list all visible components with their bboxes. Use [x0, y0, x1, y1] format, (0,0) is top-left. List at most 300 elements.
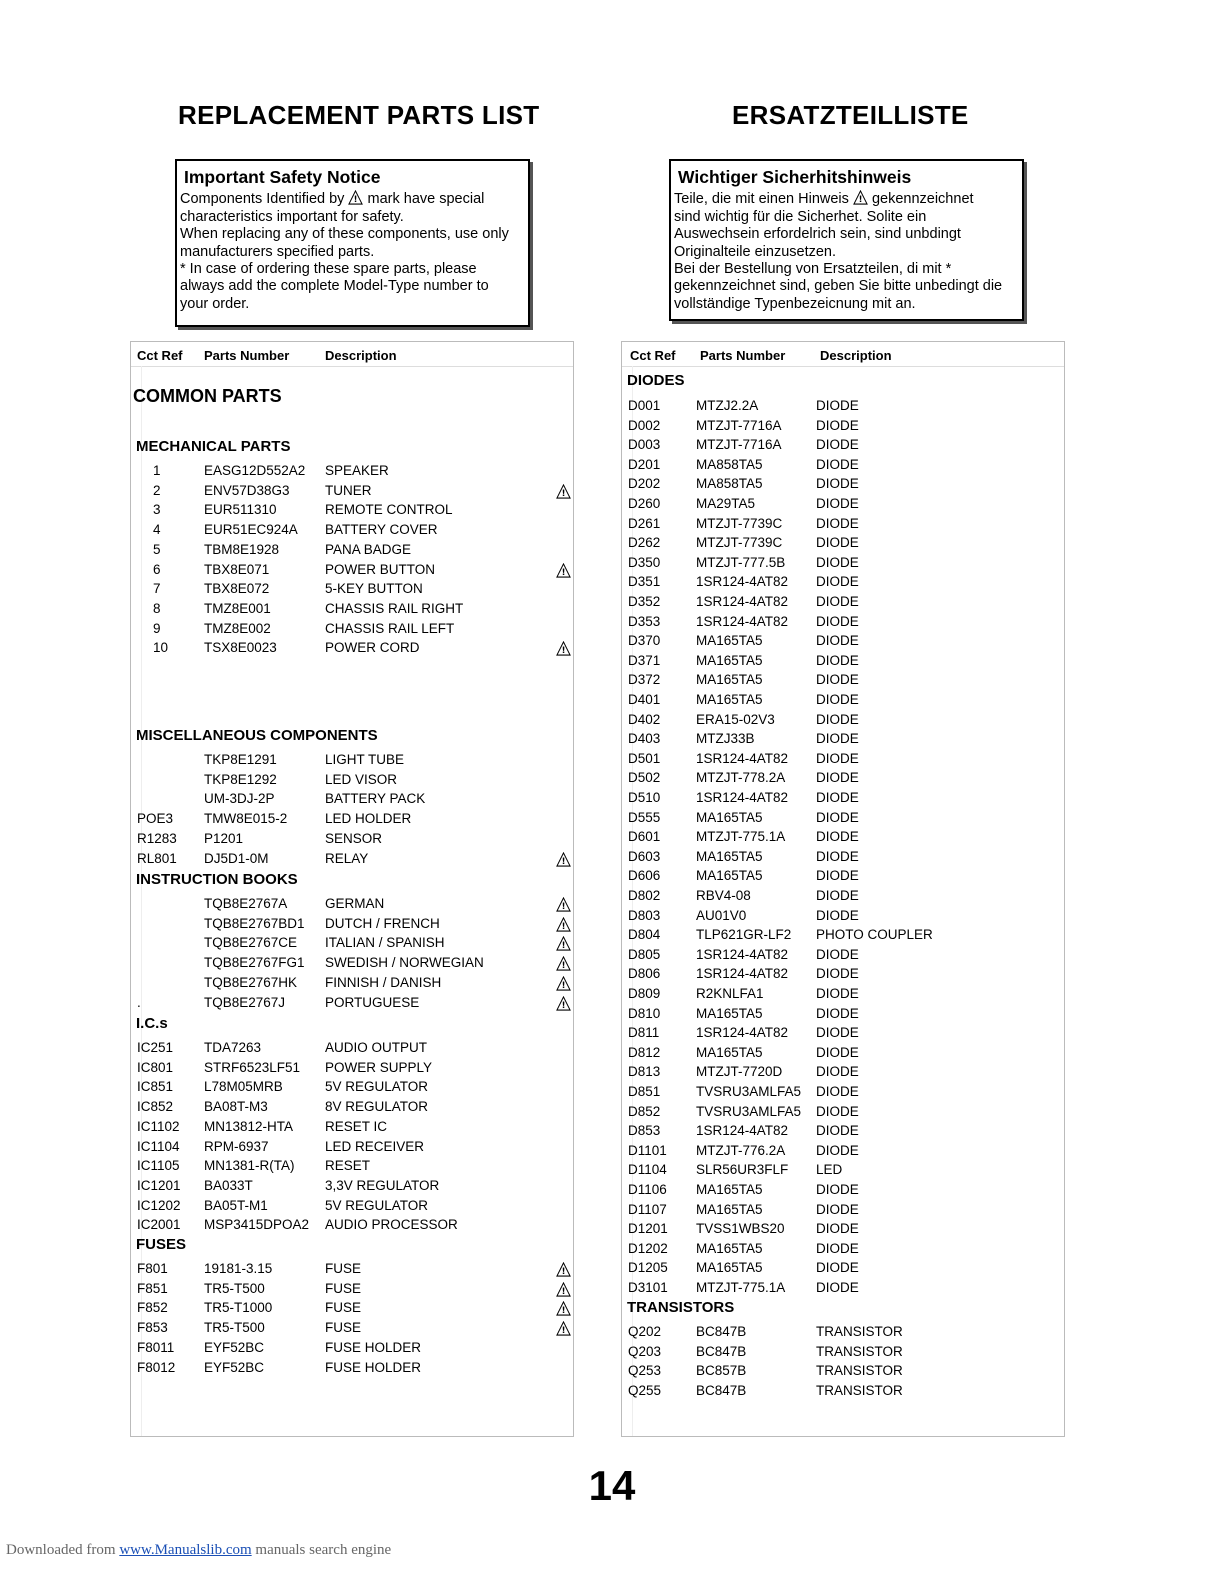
section-heading: INSTRUCTION BOOKS	[136, 871, 298, 888]
cell-part: 1SR124-4AT82	[696, 613, 789, 629]
cell-part: 1SR124-4AT82	[696, 750, 789, 766]
cell-part: MA29TA5	[696, 496, 756, 511]
cell-desc: 8V REGULATOR	[325, 1099, 429, 1115]
cell-desc: TRANSISTOR	[816, 1343, 903, 1359]
cell-part: MA165TA5	[696, 1240, 763, 1256]
cell-part: TBM8E1928	[204, 541, 280, 557]
cell-desc: SWEDISH / NORWEGIAN	[325, 955, 484, 971]
table-row	[622, 1064, 1064, 1083]
table-row	[131, 752, 573, 771]
cell-desc: DIODE	[816, 456, 859, 472]
cell-desc: DIODE	[816, 1240, 859, 1256]
cell-part: MTZJT-7739C	[696, 535, 783, 551]
cell-part: TQB8E2767BD1	[204, 915, 305, 931]
warning-triangle-icon	[556, 563, 571, 578]
cell-desc: DIODE	[816, 672, 859, 688]
cell-ref: D1104	[628, 1162, 667, 1178]
cell-desc: AUDIO OUTPUT	[325, 1040, 428, 1055]
cell-part: TQB8E2767A	[204, 896, 288, 911]
table-row	[622, 1383, 1064, 1402]
table-row	[622, 633, 1064, 652]
cell-desc: CHASSIS RAIL LEFT	[325, 620, 455, 636]
cell-desc: DIODE	[816, 1280, 859, 1295]
cell-desc: DIODE	[816, 594, 859, 609]
cell-desc: DIODE	[816, 1084, 859, 1099]
cell-part: TQB8E2767FG1	[204, 955, 305, 971]
cell-part: MTZJ2.2A	[696, 398, 759, 413]
cell-desc: DIODE	[816, 848, 859, 864]
table-row	[131, 811, 573, 830]
table-row	[131, 975, 573, 994]
cell-part: 1SR124-4AT82	[696, 966, 789, 982]
table-row	[622, 888, 1064, 907]
cell-desc: DIODE	[816, 398, 859, 413]
cell-desc: DIODE	[816, 907, 859, 923]
cell-desc: DIODE	[816, 476, 859, 492]
cell-desc: FUSE	[325, 1261, 362, 1276]
cell-desc: PORTUGUESE	[325, 994, 420, 1010]
cell-part: BC847B	[696, 1324, 747, 1339]
cell-ref: Q202	[628, 1324, 662, 1339]
cell-part: TMZ8E002	[204, 620, 271, 636]
warning-triangle-icon	[556, 936, 571, 951]
cell-part: EYF52BC	[204, 1339, 265, 1355]
table-row	[622, 986, 1064, 1005]
cell-ref: D851	[628, 1084, 661, 1099]
table-row	[622, 1260, 1064, 1279]
cell-part: 1SR124-4AT82	[696, 790, 789, 805]
table-row	[131, 1198, 573, 1217]
cell-ref: D1106	[628, 1182, 667, 1197]
page-title-en: REPLACEMENT PARTS LIST	[178, 100, 540, 130]
cell-desc: FUSE	[325, 1320, 362, 1336]
cell-part: 1SR124-4AT82	[696, 574, 789, 590]
cell-desc: DIODE	[816, 1103, 859, 1119]
cell-desc: DIODE	[816, 515, 859, 531]
table-row	[131, 1060, 573, 1079]
table-row	[622, 1280, 1064, 1299]
notice-text: Components Identified by	[180, 191, 345, 208]
cell-ref: 8	[153, 600, 161, 616]
table-row	[622, 1006, 1064, 1025]
cell-ref: Q203	[628, 1343, 662, 1359]
cell-part: MA165TA5	[696, 652, 763, 668]
cell-part: MN13812-HTA	[204, 1118, 294, 1134]
table-row	[622, 1104, 1064, 1123]
table-row	[131, 542, 573, 561]
cell-part: RBV4-08	[696, 888, 751, 903]
cell-desc: DIODE	[816, 888, 859, 903]
cell-part: EUR51EC924A	[204, 522, 298, 538]
cell-part: MTZJT-775.1A	[696, 1280, 786, 1295]
cell-part: BC857B	[696, 1363, 747, 1379]
table-row	[622, 1025, 1064, 1044]
table-row	[131, 562, 573, 581]
cell-ref: Q253	[628, 1363, 662, 1379]
table-row	[131, 896, 573, 915]
cell-ref: 3	[153, 502, 161, 518]
cell-ref: 4	[153, 522, 161, 538]
cell-part: MA165TA5	[696, 692, 763, 707]
cell-ref: 6	[153, 561, 161, 577]
cell-desc: DIODE	[816, 770, 859, 786]
cell-desc: BATTERY PACK	[325, 791, 426, 807]
cell-part: 1SR124-4AT82	[696, 1025, 789, 1041]
cell-desc: DIODE	[816, 1005, 859, 1021]
cell-part: TMW8E015-2	[204, 811, 288, 827]
table-row	[622, 1123, 1064, 1142]
table-row	[622, 418, 1064, 437]
cell-part: MSP3415DPOA2	[204, 1217, 310, 1233]
col-header-part: Parts Number	[700, 348, 786, 363]
table-row	[622, 1162, 1064, 1181]
cell-part: 1SR124-4AT82	[696, 1123, 789, 1139]
cell-ref: D353	[628, 613, 661, 629]
cell-desc: DIODE	[816, 1201, 859, 1217]
cell-part: MA165TA5	[696, 672, 763, 688]
cell-part: MA165TA5	[696, 1005, 763, 1021]
section-heading: TRANSISTORS	[627, 1299, 735, 1316]
table-row	[622, 398, 1064, 417]
cell-part: TLP621GR-LF2	[696, 927, 792, 943]
cell-desc: DIODE	[816, 711, 859, 727]
cell-ref: 5	[153, 541, 161, 557]
cell-part: AU01V0	[696, 907, 747, 923]
cell-ref: IC251	[137, 1040, 174, 1055]
table-row	[131, 995, 573, 1014]
cell-ref: IC1105	[137, 1158, 180, 1174]
cell-desc: LED HOLDER	[325, 811, 412, 827]
cell-ref: R1283	[137, 830, 177, 846]
cell-ref: D1101	[628, 1142, 667, 1158]
cell-ref: D261	[628, 515, 661, 531]
cell-desc: 5V REGULATOR	[325, 1079, 429, 1095]
cell-desc: FUSE HOLDER	[325, 1359, 422, 1375]
safety-notice-en	[175, 159, 530, 327]
cell-desc: RESET	[325, 1158, 371, 1174]
cell-ref: 10	[153, 640, 169, 656]
cell-desc: DIODE	[816, 417, 859, 433]
cell-ref: D601	[628, 829, 661, 845]
table-row	[131, 955, 573, 974]
cell-part: ENV57D38G3	[204, 482, 290, 498]
cell-desc: POWER BUTTON	[325, 561, 436, 577]
cell-desc: DIODE	[816, 1221, 859, 1237]
cell-part: MTZJT-778.2A	[696, 770, 786, 786]
col-header-part: Parts Number	[204, 348, 290, 363]
table-row	[622, 1045, 1064, 1064]
cell-desc: DIODE	[816, 1025, 859, 1041]
notice-text: Originalteile einzusetzen.	[674, 243, 837, 260]
cell-part: UM-3DJ-2P	[204, 791, 275, 807]
cell-part: MA165TA5	[696, 633, 763, 649]
col-header-ref: Cct Ref	[137, 348, 183, 363]
cell-ref: D001	[628, 398, 661, 413]
cell-part: TSX8E0023	[204, 640, 277, 656]
warning-triangle-icon	[556, 996, 571, 1011]
cell-desc: SENSOR	[325, 830, 383, 846]
cell-desc: BATTERY COVER	[325, 522, 438, 538]
table-row	[622, 1143, 1064, 1162]
cell-ref: Q255	[628, 1382, 662, 1398]
cell-ref: F852	[137, 1300, 168, 1316]
cell-ref: D603	[628, 848, 661, 864]
cell-desc: 3,3V REGULATOR	[325, 1177, 440, 1193]
table-row	[622, 770, 1064, 789]
cell-part: MTZJT-7720D	[696, 1064, 783, 1080]
cell-part: STRF6523LF51	[204, 1059, 301, 1075]
cell-part: TVSRU3AMLFA5	[696, 1103, 802, 1119]
page-title-de: ERSATZTEILLISTE	[732, 100, 969, 130]
warning-triangle-icon	[556, 956, 571, 971]
cell-ref: IC1202	[137, 1197, 181, 1213]
cell-part: MTZJT-7716A	[696, 437, 782, 453]
warning-triangle-icon	[556, 1262, 571, 1277]
cell-ref: D262	[628, 535, 661, 551]
cell-desc: FUSE HOLDER	[325, 1339, 422, 1355]
cell-part: TBX8E071	[204, 561, 270, 577]
cell-ref: D803	[628, 907, 661, 923]
cell-ref: D3101	[628, 1280, 668, 1295]
table-row	[622, 1363, 1064, 1382]
cell-ref: D371	[628, 652, 661, 668]
cell-part: TKP8E1292	[204, 771, 277, 787]
warning-triangle-icon	[556, 852, 571, 867]
table-header	[131, 342, 573, 367]
notice-text: sind wichtig für die Sicherhet. Solite ein	[674, 208, 927, 225]
cell-part: EUR511310	[204, 502, 277, 518]
cell-desc: DIODE	[816, 633, 859, 649]
cell-part: TKP8E1291	[204, 752, 277, 767]
cell-desc: DIODE	[816, 1142, 859, 1158]
cell-desc: DIODE	[816, 496, 859, 511]
cell-desc: DIODE	[816, 1260, 859, 1276]
cell-ref: F851	[137, 1280, 168, 1296]
table-row	[131, 1320, 573, 1339]
cell-ref: D802	[628, 888, 661, 903]
cell-ref: .	[137, 994, 141, 1010]
parts-table-right	[621, 341, 1065, 1437]
cell-part: MA858TA5	[696, 456, 763, 472]
cell-desc: DIODE	[816, 1182, 859, 1197]
warning-triangle-icon	[556, 641, 571, 656]
cell-ref: D260	[628, 496, 661, 511]
warning-triangle-icon	[556, 976, 571, 991]
cell-ref: 7	[153, 581, 161, 597]
table-row	[622, 614, 1064, 633]
cell-desc: PANA BADGE	[325, 541, 412, 557]
cell-ref: F801	[137, 1261, 168, 1276]
table-row	[622, 908, 1064, 927]
table-row	[131, 1099, 573, 1118]
cell-ref: D403	[628, 731, 661, 747]
cell-desc: DIODE	[816, 1123, 859, 1139]
footer-suffix: manuals search engine	[255, 1542, 392, 1558]
table-row	[622, 1241, 1064, 1260]
cell-ref: IC852	[137, 1099, 174, 1115]
table-row	[131, 935, 573, 954]
cell-part: R2KNLFA1	[696, 986, 764, 1001]
cell-desc: REMOTE CONTROL	[325, 502, 453, 518]
cell-part: BC847B	[696, 1382, 747, 1398]
cell-part: MA165TA5	[696, 868, 763, 884]
cell-part: TVSRU3AMLFA5	[696, 1084, 802, 1099]
footer-link[interactable]: www.Manualslib.com	[119, 1542, 252, 1558]
cell-ref: D852	[628, 1103, 661, 1119]
cell-ref: D201	[628, 456, 661, 472]
table-row	[622, 731, 1064, 750]
cell-desc: DIODE	[816, 554, 859, 570]
cell-desc: DIODE	[816, 868, 859, 884]
cell-desc: DIODE	[816, 966, 859, 982]
table-row	[622, 692, 1064, 711]
table-row	[622, 849, 1064, 868]
cell-desc: DIODE	[816, 790, 859, 805]
notice-text: characteristics important for safety.	[180, 208, 404, 225]
cell-part: MTZJT-776.2A	[696, 1142, 786, 1158]
cell-desc: DIODE	[816, 437, 859, 453]
table-row	[622, 947, 1064, 966]
common-parts-heading: COMMON PARTS	[133, 386, 282, 406]
cell-ref: IC801	[137, 1059, 174, 1075]
cell-desc: POWER SUPPLY	[325, 1059, 433, 1075]
table-row	[622, 810, 1064, 829]
cell-ref: IC851	[137, 1079, 174, 1095]
cell-desc: FUSE	[325, 1300, 362, 1316]
table-row	[622, 496, 1064, 515]
cell-desc: AUDIO PROCESSOR	[325, 1217, 458, 1233]
table-row	[622, 1084, 1064, 1103]
table-row	[131, 1300, 573, 1319]
cell-part: TR5-T500	[204, 1320, 265, 1336]
warning-triangle-icon	[556, 897, 571, 912]
cell-part: MA165TA5	[696, 1201, 763, 1217]
notice-text: Bei der Bestellung von Ersatzteilen, di mit *	[674, 261, 952, 278]
table-row	[622, 555, 1064, 574]
cell-part: 19181-3.15	[204, 1261, 273, 1276]
table-row	[131, 502, 573, 521]
cell-desc: RELAY	[325, 850, 369, 866]
table-row	[622, 594, 1064, 613]
col-header-desc: Description	[325, 348, 397, 363]
cell-part: 1SR124-4AT82	[696, 946, 789, 962]
cell-part: EASG12D552A2	[204, 463, 306, 478]
cell-ref: D202	[628, 476, 661, 492]
warning-triangle-icon	[348, 190, 363, 205]
table-row	[131, 1217, 573, 1236]
cell-part: DJ5D1-0M	[204, 850, 269, 866]
cell-ref: 2	[153, 482, 161, 498]
cell-ref: D811	[628, 1025, 660, 1041]
cell-ref: D510	[628, 790, 661, 805]
table-row	[131, 851, 573, 870]
cell-part: BA05T-M1	[204, 1197, 268, 1213]
table-row	[131, 1079, 573, 1098]
notice-text: always add the complete Model-Type number to	[180, 278, 489, 295]
cell-ref: D1202	[628, 1240, 668, 1256]
table-row	[622, 927, 1064, 946]
cell-part: MA165TA5	[696, 1260, 763, 1276]
cell-part: MTZJT-775.1A	[696, 829, 786, 845]
notice-text: When replacing any of these components, use only	[180, 226, 509, 243]
cell-desc: PHOTO COUPLER	[816, 927, 933, 943]
table-row	[131, 522, 573, 541]
table-row	[622, 1221, 1064, 1240]
cell-ref: D813	[628, 1064, 661, 1080]
cell-desc: DIODE	[816, 1064, 859, 1080]
cell-part: TR5-T500	[204, 1280, 265, 1296]
cell-ref: IC1104	[137, 1138, 180, 1154]
section-heading: I.C.s	[136, 1015, 168, 1032]
cell-ref: D372	[628, 672, 661, 688]
section-heading: FUSES	[136, 1236, 187, 1253]
table-header	[622, 342, 1064, 367]
table-row	[131, 621, 573, 640]
cell-desc: POWER CORD	[325, 640, 420, 656]
cell-part: BA033T	[204, 1177, 253, 1193]
cell-part: TQB8E2767CE	[204, 935, 298, 951]
table-row	[131, 1178, 573, 1197]
cell-part: TVSS1WBS20	[696, 1221, 785, 1237]
table-row	[622, 574, 1064, 593]
cell-ref: D003	[628, 437, 661, 453]
cell-desc: CHASSIS RAIL RIGHT	[325, 600, 464, 616]
table-row	[131, 1040, 573, 1059]
cell-desc: DIODE	[816, 986, 859, 1001]
table-row	[131, 772, 573, 791]
cell-ref: D1201	[628, 1221, 668, 1237]
table-row	[622, 1344, 1064, 1363]
table-row	[131, 463, 573, 482]
cell-ref: D805	[628, 946, 661, 962]
cell-part: MA165TA5	[696, 809, 763, 825]
table-row	[131, 916, 573, 935]
cell-part: SLR56UR3FLF	[696, 1162, 789, 1178]
cell-desc: LIGHT TUBE	[325, 752, 405, 767]
table-row	[622, 1202, 1064, 1221]
cell-ref: 1	[153, 463, 161, 478]
table-row	[131, 640, 573, 659]
cell-part: MA165TA5	[696, 848, 763, 864]
cell-ref: D810	[628, 1005, 661, 1021]
cell-ref: D1205	[628, 1260, 668, 1276]
cell-part: MA165TA5	[696, 1044, 763, 1060]
cell-desc: DIODE	[816, 829, 859, 845]
page-number: 14	[588, 1462, 636, 1509]
cell-part: TQB8E2767HK	[204, 974, 298, 990]
cell-part: MN1381-R(TA)	[204, 1158, 295, 1174]
cell-ref: D501	[628, 750, 661, 766]
notice-text: mark have special	[367, 191, 485, 208]
cell-desc: DIODE	[816, 1044, 859, 1060]
cell-part: TMZ8E001	[204, 600, 271, 616]
warning-triangle-icon	[556, 1301, 571, 1316]
cell-ref: F853	[137, 1320, 168, 1336]
cell-part: 1SR124-4AT82	[696, 594, 789, 609]
warning-triangle-icon	[853, 190, 868, 205]
cell-part: TDA7263	[204, 1040, 262, 1055]
cell-part: TR5-T1000	[204, 1300, 273, 1316]
table-row	[131, 1340, 573, 1359]
cell-ref: D502	[628, 770, 661, 786]
cell-desc: TRANSISTOR	[816, 1324, 903, 1339]
cell-desc: DIODE	[816, 692, 859, 707]
warning-triangle-icon	[556, 484, 571, 499]
cell-ref: D812	[628, 1044, 661, 1060]
cell-part: EYF52BC	[204, 1359, 265, 1375]
cell-ref: D352	[628, 594, 661, 609]
section-heading: DIODES	[627, 372, 685, 389]
